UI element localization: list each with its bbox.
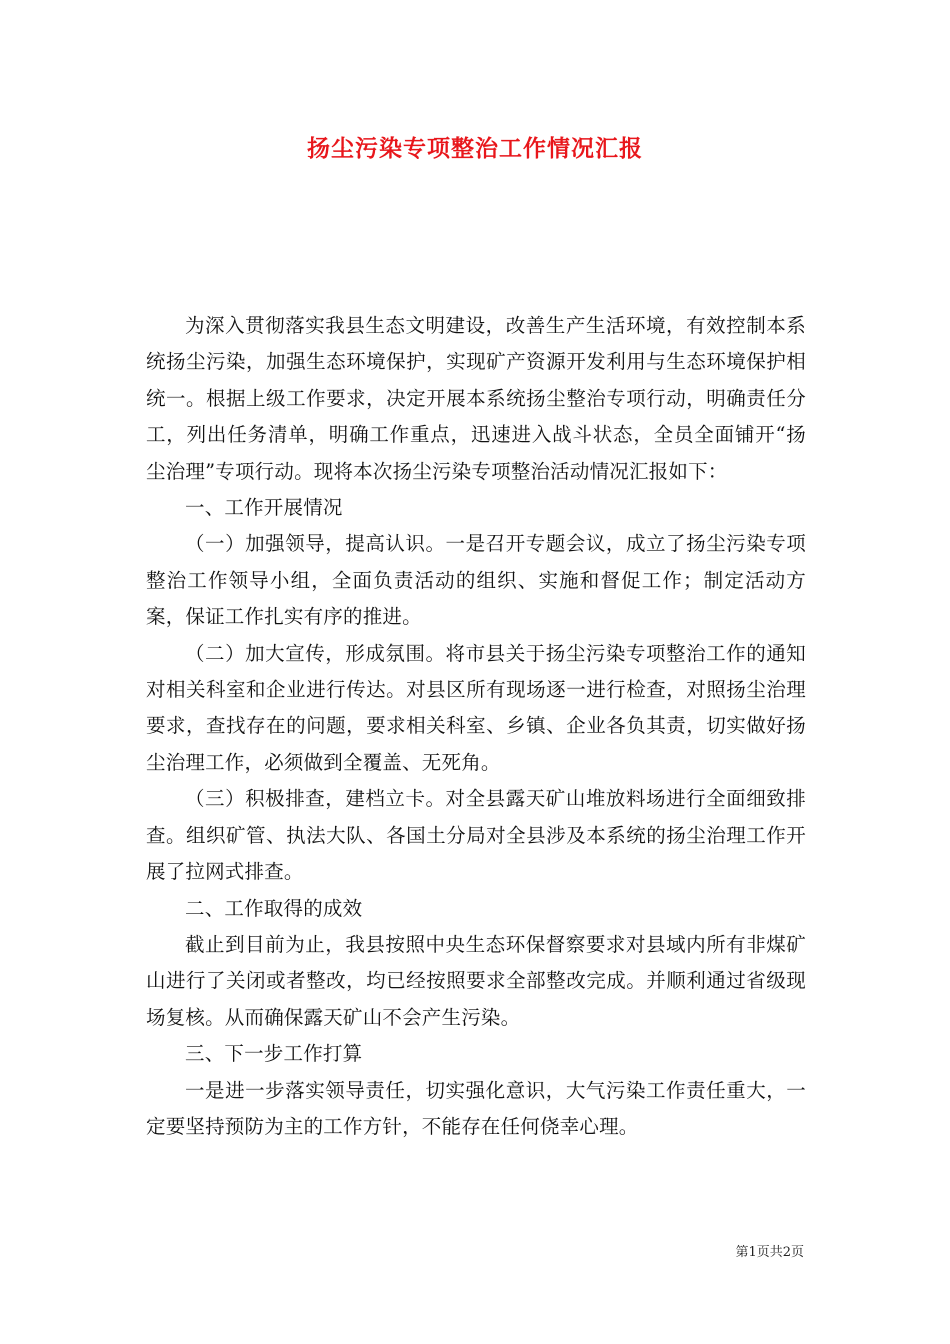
document-title: 扬尘污染专项整治工作情况汇报 (307, 135, 643, 162)
paragraph-results: 截止到目前为止，我县按照中央生态环保督察要求对县域内所有非煤矿山进行了关闭或者整改，均已经按照要求全部整改完成。并顺利通过省级现场复核。从而确保露天矿山不会产生污染。 (146, 932, 806, 1029)
paragraph-intro: 为深入贯彻落实我县生态文明建设，改善生产生活环境，有效控制本系统扬尘污染，加强生态环境保护，实现矿产资源开发利用与生态环境保护相统一。根据上级工作要求，决定开展本系统扬尘整治专项行动，明确责任分工，列出任务清单，明确工作重点，迅速进入战斗状态，全员全面铺开“扬尘治理”专项行动。现将本次扬尘污染专项整治活动情况汇报如下： (146, 314, 806, 483)
paragraph-next-steps: 一是进一步落实领导责任，切实强化意识，大气污染工作责任重大，一定要坚持预防为主的工作方针，不能存在任何侥幸心理。 (146, 1078, 806, 1138)
paragraph-publicity: （二）加大宣传，形成氛围。将市县关于扬尘污染专项整治工作的通知对相关科室和企业进行传达。对县区所有现场逐一进行检查，对照扬尘治理要求，查找存在的问题，要求相关科室、乡镇、企业各负其责，切实做好扬尘治理工作，必须做到全覆盖、无死角。 (146, 641, 806, 774)
paragraph-leadership: （一）加强领导，提高认识。一是召开专题会议，成立了扬尘污染专项整治工作领导小组，全面负责活动的组织、实施和督促工作；制定活动方案，保证工作扎实有序的推进。 (146, 532, 806, 629)
paragraph-inspection: （三）积极排查，建档立卡。对全县露天矿山堆放料场进行全面细致排查。组织矿管、执法大队、各国土分局对全县涉及本系统的扬尘治理工作开展了拉网式排查。 (146, 787, 806, 884)
section-heading-2: 二、工作取得的成效 (185, 896, 363, 920)
document-body (146, 308, 806, 1145)
section-heading-3: 三、下一步工作打算 (185, 1042, 363, 1066)
section-heading-1: 一、工作开展情况 (185, 496, 343, 520)
page-number: 第1页共2页 (735, 1245, 804, 1260)
